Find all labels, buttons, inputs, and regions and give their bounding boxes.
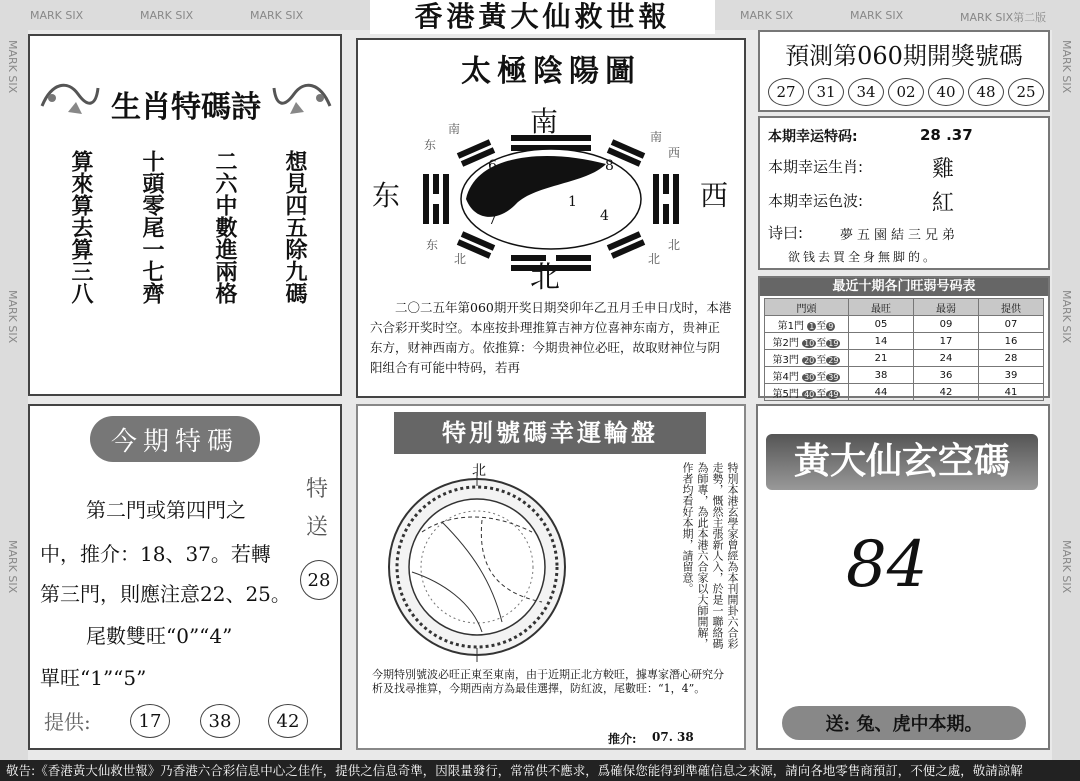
side-watermark-right: MARK SIX: [1060, 40, 1073, 94]
special-line-4: 尾數雙旺“0”“4”: [86, 624, 233, 648]
door-name: 第5門: [772, 388, 799, 400]
direction-south: 南: [530, 105, 559, 138]
xuankong-footer: 送: 兔、虎中本期。: [782, 706, 1026, 740]
special-code-title: 今期特碼: [90, 416, 260, 462]
ring-label-ne: 东: [424, 138, 437, 152]
provide-number: 38: [200, 704, 240, 738]
wheel-title: 特別號碼幸運輪盤: [394, 412, 706, 454]
door-range-from: 20: [804, 355, 815, 365]
door-range-from: 10: [804, 338, 815, 348]
special-line-1: 第二門或第四門之: [86, 498, 246, 522]
ring-label-n1: 南: [448, 122, 461, 136]
door-col-header: 最弱: [914, 299, 979, 316]
dragon-left-icon: [38, 76, 102, 124]
table-row: [765, 350, 1044, 367]
door-cold: 42: [914, 384, 979, 401]
xuankong-panel: [756, 404, 1050, 750]
ring-label-e: 东: [426, 238, 439, 252]
lucky-special-label: 本期幸运特码:: [768, 129, 858, 145]
door-hot: 21: [849, 350, 914, 367]
door-range-from: 30: [804, 372, 815, 382]
door-range-to: 19: [828, 338, 839, 348]
watermark-left-2: MARK SIX: [140, 9, 194, 22]
right-border: [1052, 0, 1080, 760]
special-line-3: 第三門，則應注意22、25。: [40, 582, 291, 606]
provide-label: 提供:: [44, 710, 91, 734]
poem-column-2: 十頭零尾一七齊: [139, 150, 165, 304]
lucky-zodiac-value: 雞: [932, 157, 955, 182]
prediction-number: 48: [968, 78, 1004, 106]
side-watermark-right-2: MARK SIX: [1060, 290, 1073, 344]
watermark-left: MARK SIX: [30, 9, 84, 22]
wheel-recommend-value: 07. 38: [652, 730, 694, 744]
door-range-to: 9: [828, 321, 834, 331]
ring-label-s1: 北: [454, 252, 467, 266]
left-border: [0, 0, 28, 760]
door-tip: 28: [979, 350, 1044, 367]
footer-notice: 敬告:《香港黃大仙救世報》乃香港六合彩信息中心之佳作，提供之信息奇準，因限量發行，常常供不應求，爲確保您能得到準確信息之來源，請向各地零售商預訂，不便之處，敬請諒解: [0, 760, 1080, 781]
door-col-header: 門頭: [765, 299, 849, 316]
lucky-poem-line2: 欲钱去買全身無脚的。: [788, 250, 939, 264]
taiji-number-6: 6: [488, 158, 497, 174]
special-line-2: 中，推介：18、37。若轉: [40, 542, 271, 566]
direction-west: 西: [700, 179, 729, 212]
door-tip: 16: [979, 333, 1044, 350]
special-line-5: 單旺“1”“5”: [40, 666, 147, 690]
watermark-right-2: MARK SIX: [850, 9, 904, 22]
door-range-to-label: 至: [816, 388, 827, 400]
wheel-bottom-text: 今期特別號波必旺正東至東南，由于近期正北方較旺，據專家潛心研究分析及找尋推算，今期西南方為最佳選擇，防紅波，尾數旺：“1，4”。: [372, 668, 724, 695]
door-range-to: 39: [828, 372, 839, 382]
poem-column-3: 二六中數進兩格: [212, 150, 238, 304]
door-hot: 44: [849, 384, 914, 401]
taiji-number-1: 1: [568, 194, 577, 210]
door-range-to-label: 至: [816, 337, 827, 349]
door-name: 第4門: [772, 371, 799, 383]
provide-number: 17: [130, 704, 170, 738]
watermark-right: MARK SIX: [740, 9, 794, 22]
bonus-number: 28: [300, 560, 338, 600]
lucky-panel: [758, 116, 1050, 270]
ring-label-s3: 北: [668, 238, 681, 252]
lucky-wheel: [382, 472, 572, 662]
side-watermark-left-2: MARK SIX: [6, 290, 19, 344]
poem-column-1: 算來算去算三八: [68, 150, 94, 304]
door-range-to: 49: [828, 389, 839, 399]
table-row: [765, 316, 1044, 333]
prediction-number: 40: [928, 78, 964, 106]
handwritten-number: 84: [846, 528, 928, 602]
taiji-number-7: 7: [488, 212, 497, 228]
taiji-title: 太極陰陽圖: [461, 54, 641, 89]
poem-title: 生肖特碼詩: [111, 90, 261, 125]
door-col-header: 最旺: [849, 299, 914, 316]
door-cold: 36: [914, 367, 979, 384]
door-hot: 14: [849, 333, 914, 350]
table-row: [765, 384, 1044, 401]
table-row: [765, 367, 1044, 384]
prediction-number: 25: [1008, 78, 1044, 106]
taiji-text: 二〇二五年第060期开奖日期癸卯年乙丑月壬申日戊时，本港六合彩开奖时空。本座按卦理推算吉神方位喜神东南方，贵神正东方，财神西南方。依推算：今期贵神位必旺，故取财神位与阴阳组合有可能中特码，若再: [370, 300, 732, 375]
door-range-from: 40: [804, 389, 815, 399]
door-table-panel: [758, 276, 1050, 398]
wheel-side-text: 特別本港玄學家曾經為本刊開卦六合彩走勢，慨然主張新人入，於是一聯絡碼為師專，為此本港六合家以大師開解，作者均看好本期，請留意。: [681, 462, 739, 649]
door-tip: 41: [979, 384, 1044, 401]
wheel-panel: [356, 404, 746, 750]
door-name: 第1門: [777, 320, 804, 332]
prediction-number: 34: [848, 78, 884, 106]
lucky-poem-line1: 夢五園結三兄弟: [840, 228, 960, 243]
wheel-north-mark: 北: [472, 463, 486, 479]
provide-number: 42: [268, 704, 308, 738]
prediction-number: 02: [888, 78, 924, 106]
lucky-zodiac-label: 本期幸运生肖:: [768, 158, 864, 176]
door-name: 第3門: [772, 354, 799, 366]
door-hot: 05: [849, 316, 914, 333]
door-range-to-label: 至: [816, 371, 827, 383]
door-cold: 09: [914, 316, 979, 333]
table-row: [765, 333, 1044, 350]
prediction-title: 預測第060期開獎號碼: [785, 42, 1023, 70]
xuankong-title: 黃大仙玄空碼: [766, 434, 1038, 490]
newspaper-title: 香港黃大仙救世報: [370, 0, 715, 34]
side-watermark-left-3: MARK SIX: [6, 540, 19, 594]
ring-label-n2: 南: [650, 130, 663, 144]
ring-label-s2: 北: [648, 252, 661, 266]
door-name: 第2門: [772, 337, 799, 349]
side-watermark-right-3: MARK SIX: [1060, 540, 1073, 594]
door-range-from: 1: [809, 321, 815, 331]
side-watermark-left: MARK SIX: [6, 40, 19, 94]
door-range-to: 29: [828, 355, 839, 365]
ring-label-w: 西: [668, 146, 681, 160]
wheel-recommend-label: 推介:: [608, 732, 637, 746]
lucky-color-label: 本期幸运色波:: [768, 192, 864, 210]
prediction-number: 27: [768, 78, 804, 106]
side-label-song: 送: [306, 515, 329, 540]
door-range-to-label: 至: [816, 320, 827, 332]
door-table: [764, 298, 1044, 401]
lucky-special-value: 28 .37: [920, 126, 973, 144]
poem-panel: [28, 34, 342, 396]
direction-east: 东: [372, 179, 401, 212]
door-hot: 38: [849, 367, 914, 384]
special-code-panel: [28, 404, 342, 750]
lucky-poem-label: 诗曰:: [768, 224, 804, 242]
dragon-right-icon: [270, 76, 334, 124]
door-tip: 39: [979, 367, 1044, 384]
taiji-number-4: 4: [600, 208, 609, 224]
prediction-panel: [758, 30, 1050, 112]
taiji-number-8: 8: [605, 158, 614, 174]
door-cold: 17: [914, 333, 979, 350]
door-range-to-label: 至: [816, 354, 827, 366]
edition-label: MARK SIX第二版: [960, 11, 1047, 24]
poem-column-4: 想見四五除九碼: [282, 150, 308, 304]
watermark-left-3: MARK SIX: [250, 9, 304, 22]
door-table-title: 最近十期各门旺弱号码表: [760, 278, 1048, 296]
taiji-panel: [356, 38, 746, 398]
side-label-te: 特: [306, 477, 329, 502]
prediction-number: 31: [808, 78, 844, 106]
door-tip: 07: [979, 316, 1044, 333]
lucky-color-value: 紅: [932, 191, 955, 216]
direction-north: 北: [530, 260, 560, 295]
door-cold: 24: [914, 350, 979, 367]
door-col-header: 提供: [979, 299, 1044, 316]
